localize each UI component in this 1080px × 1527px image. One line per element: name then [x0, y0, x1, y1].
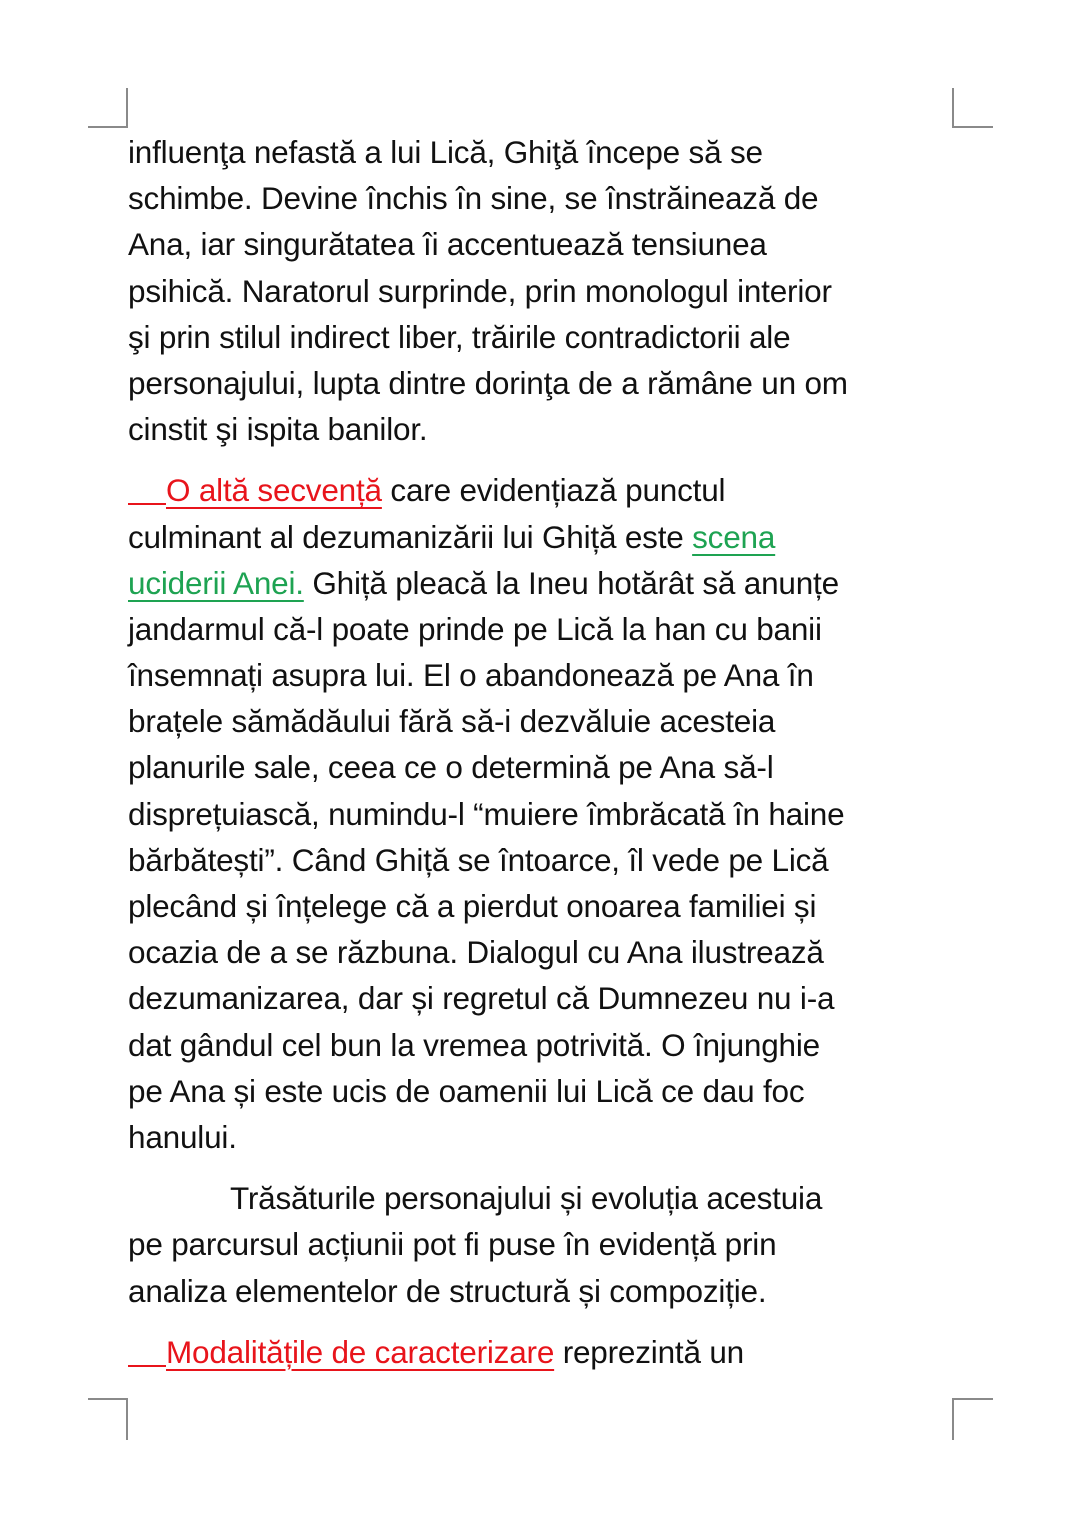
green-highlight: uciderii Anei. [128, 564, 304, 601]
text-segment: Ghiță pleacă la Ineu hotărât să anunțe [303, 564, 839, 601]
crop-mark-top-left-h [88, 126, 128, 128]
text-segment: care evidențiază punctul [381, 472, 726, 509]
text-line: plecând și înțelege că a pierdut onoarea familiei și [128, 888, 817, 924]
text-line [128, 560, 958, 606]
text-line: ocazia de a se răzbuna. Dialogul cu Ana ilustrează [128, 934, 824, 971]
crop-mark-bottom-left-h [88, 1398, 128, 1400]
text-segment: reprezintă un [554, 1333, 744, 1370]
text-line: bărbătești”. Când Ghiță se întoarce, îl vede pe Lică [128, 841, 829, 878]
green-highlight: scena [692, 518, 776, 555]
text-line: pe parcursul acțiunii pot fi puse în evidență prin [128, 1226, 777, 1263]
red-highlight: O altă secvență [166, 472, 382, 509]
text-line: Ana, iar singurătatea îi accentuează tensiunea [128, 226, 767, 263]
text-line [128, 467, 958, 513]
text-line: cinstit şi ispita banilor. [128, 411, 428, 448]
crop-mark-bottom-right-v [952, 1398, 954, 1440]
text-line: psihică. Naratorul surprinde, prin monologul interior [128, 272, 832, 309]
crop-mark-top-right-v [952, 88, 954, 128]
text-line: schimbe. Devine închis în sine, se înstrăinează de [128, 180, 819, 217]
text-line [128, 514, 958, 560]
text-line: disprețuiască, numindu-l “muiere îmbrăcată în haine [128, 795, 845, 832]
text-line [128, 1175, 958, 1221]
paragraph-1 [128, 129, 958, 452]
text-segment: Trăsăturile personajului și evoluția acestuia [230, 1180, 823, 1217]
text-line: dat gândul cel bun la vremea potrivită. O înjunghie [128, 1026, 820, 1063]
crop-mark-bottom-right-h [952, 1398, 993, 1400]
paragraph-2 [128, 467, 958, 1160]
text-line: hanului. [128, 1118, 237, 1155]
underline-lead [128, 467, 166, 505]
underline-lead [128, 1329, 166, 1367]
text-line: şi prin stilul indirect liber, trăirile contradictorii ale [128, 318, 791, 355]
paragraph-4 [128, 1329, 958, 1375]
crop-mark-top-left-v [126, 88, 128, 128]
text-line: pe Ana și este ucis de oamenii lui Lică ce dau foc [128, 1072, 805, 1109]
text-line: personajului, lupta dintre dorinţa de a rămâne un om [128, 364, 848, 401]
text-line: planurile sale, ceea ce o determină pe Ana să-l [128, 749, 774, 786]
text-line: influenţa nefastă a lui Lică, Ghiţă începe să se [128, 134, 763, 170]
text-line: dezumanizarea, dar și regretul că Dumnezeu nu i-a [128, 980, 835, 1017]
text-line: brațele sămădăului fără să-i dezvăluie acesteia [128, 703, 776, 740]
text-line: însemnați asupra lui. El o abandonează pe Ana în [128, 657, 814, 694]
document-body [128, 129, 958, 1375]
red-highlight: Modalitățile de caracterizare [166, 1333, 555, 1370]
text-line: analiza elementelor de structură și compoziție. [128, 1272, 767, 1309]
paragraph-3 [128, 1175, 958, 1314]
text-line [128, 1329, 958, 1375]
crop-mark-top-right-h [952, 126, 993, 128]
text-line: jandarmul că-l poate prinde pe Lică la han cu banii [128, 610, 822, 647]
text-segment: culminant al dezumanizării lui Ghiță este [128, 518, 693, 555]
crop-mark-bottom-left-v [126, 1398, 128, 1440]
